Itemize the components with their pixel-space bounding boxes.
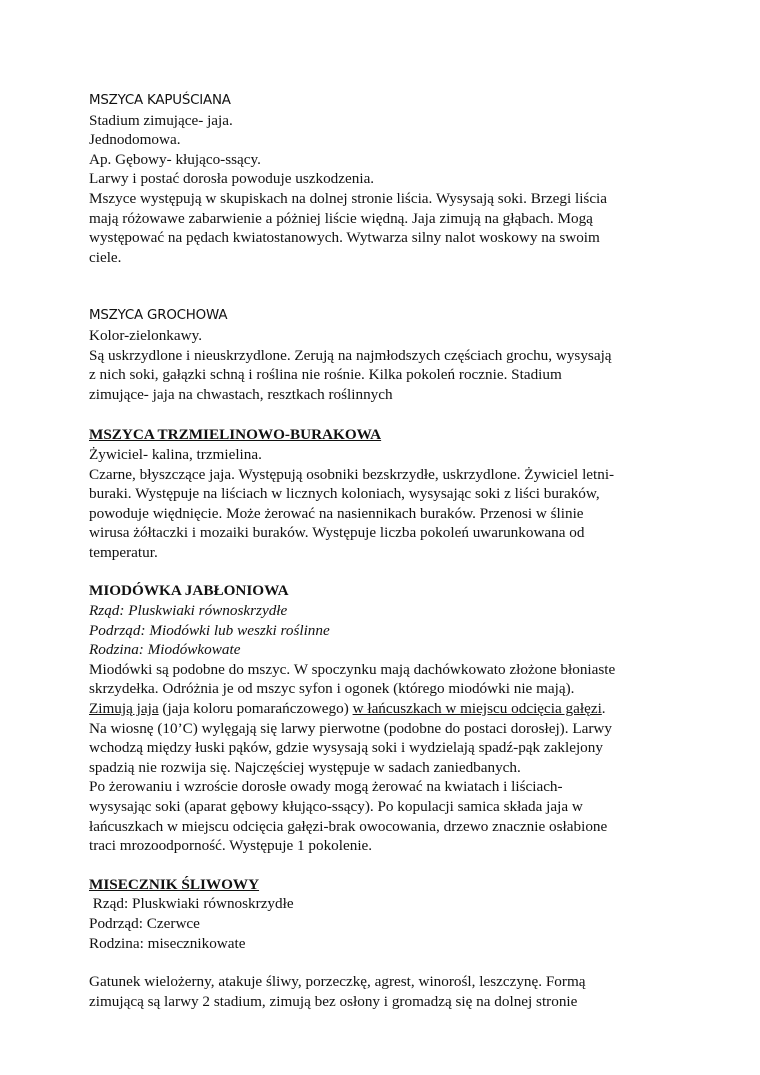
taxonomy-line: Rodzina: Miodówkowate [89,641,241,659]
text-line: wchodzą między łuski pąków, gdzie wysysają soki i wydzielają spadź-pąk zaklejony [89,739,603,757]
spacer [89,856,689,875]
text-line: występować na pędach kwiatostanowych. Wytwarza silny nalot woskowy na swoim [89,229,600,247]
text-line: Na wiosnę (10’C) wylęgają się larwy pierwotne (podobne do postaci dorosłej). Larwy [89,719,612,737]
taxonomy-line: Rząd: Pluskwiaki równoskrzydłe [89,895,294,913]
text-line: spadzią nie rozwija się. Najczęściej występuje w sadach zaniedbanych. [89,758,521,776]
text-line: skrzydełka. Odróżnia je od mszyc syfon i ogonek (którego miodówki nie mają). [89,680,575,698]
spacer [89,404,689,425]
underlined-text: w łańcuszkach w miejscu odcięcia gałęzi [352,700,602,718]
document-page [89,91,689,1011]
text-line: mają różowawe zabarwienie a póżniej liście więdną. Jaja zimują na głąbach. Mogą [89,209,593,227]
text-line: Żywiciel- kalina, trzmielina. [89,445,262,463]
text-line: Jednodomowa. [89,131,181,149]
spacer [89,267,689,306]
spacer [89,953,689,972]
text-line: z nich soki, gałązki schną i roślina nie rośnie. Kilka pokoleń rocznie. Stadium [89,366,562,384]
text-line: wirusa żółtaczki i mozaiki buraków. Występuje liczba pokoleń uwarunkowana od [89,524,585,542]
text-line: Kolor-zielonkawy. [89,326,203,344]
taxonomy-line: Podrząd: Miodówki lub weszki roślinne [89,621,330,639]
plain-text: (jaja koloru pomarańczowego) [158,700,353,718]
text-line: zimującą są larwy 2 stadium, zimują bez osłony i gromadzą się na dolnej stronie [89,992,578,1010]
text-line: Są uskrzydlone i nieuskrzydlone. Zerują na najmłodszych częściach grochu, wysysają [89,346,612,364]
text-line: Czarne, błyszczące jaja. Występują osobniki bezskrzydłe, uskrzydlone. Żywiciel letni- [89,465,615,483]
taxonomy-line: Rodzina: misecznikowate [89,934,246,952]
underlined-text: Zimują jaja [89,700,159,718]
text-line: Po żerowaniu i wzroście dorosłe owady mogą żerować na kwiatach i liściach- [89,778,563,796]
text-line: łańcuszkach w miejscu odcięcia gałęzi-brak owocowania, drzewo znacznie osłabione [89,817,608,835]
text-line: buraki. Występuje na liściach w licznych koloniach, wysysając soki z liści buraków, [89,485,600,503]
text-line: powoduje więdnięcie. Może żerować na nasiennikach buraków. Przenosi w ślinie [89,504,584,522]
heading-miseczník-sliwowy: MISECZNIK ŚLIWOWY [89,875,260,893]
text-line: Larwy i postać dorosła powoduje uszkodzenia. [89,170,375,188]
text-line: temperatur. [89,543,158,561]
mixed-text-line [89,699,689,719]
plain-text: . [601,700,606,718]
heading-miodowka-jabloniowa: MIODÓWKA JABŁONIOWA [89,582,289,600]
text-line: Gatunek wielożerny, atakuje śliwy, porzeczkę, agrest, winorośl, leszczynę. Formą [89,973,586,991]
text-line: zimujące- jaja na chwastach, resztkach roślinnych [89,385,393,403]
text-line: ciele. [89,248,122,266]
heading-mszyca-trzmielinowo-burakowa: MSZYCA TRZMIELINOWO-BURAKOWA [89,426,382,444]
text-line: Miodówki są podobne do mszyc. W spoczynku mają dachówkowato złożone błoniaste [89,660,616,678]
text-line: Stadium zimujące- jaja. [89,111,233,129]
text-line: wysysając soki (aparat gębowy kłująco-ssący). Po kopulacji samica składa jaja w [89,798,583,815]
text-line: traci mrozoodporność. Występuje 1 pokolenie. [89,837,373,855]
heading-mszyca-grochowa: MSZYCA GROCHOWA [89,308,228,324]
text-line: Mszyce występują w skupiskach na dolnej stronie liścia. Wysysają soki. Brzegi liścia [89,189,608,207]
text-line: Ap. Gębowy- kłująco-ssący. [89,150,261,168]
heading-mszyca-kapusciana: MSZYCA KAPUŚCIANA [89,93,231,108]
spacer [89,562,689,581]
taxonomy-line: Rząd: Pluskwiaki równoskrzydłe [89,602,288,620]
taxonomy-line: Podrząd: Czerwce [89,914,200,932]
